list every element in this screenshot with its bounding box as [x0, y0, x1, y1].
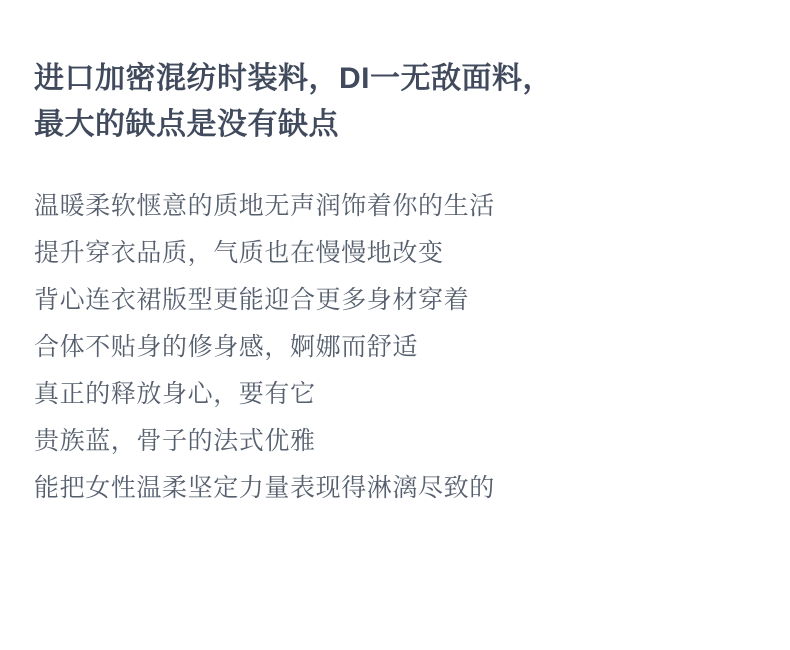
body-line-1: 温暖柔软惬意的质地无声润饰着你的生活 [34, 192, 495, 221]
body-line-3: 背心连衣裙版型更能迎合更多身材穿着 [34, 286, 470, 315]
body-line-5: 真正的释放身心，要有它 [34, 380, 316, 409]
body-line-2: 提升穿衣品质，气质也在慢慢地改变 [34, 239, 444, 268]
page-title [34, 56, 694, 147]
body-line-7: 能把女性温柔坚定力量表现得淋漓尽致的 [34, 474, 495, 503]
body-line-6: 贵族蓝，骨子的法式优雅 [34, 427, 316, 456]
body-text [34, 183, 756, 512]
page-title-line-1: 进口加密混纺时装料，DI一无敌面料， [34, 62, 553, 95]
page-title-line-2: 最大的缺点是没有缺点 [34, 107, 339, 141]
body-line-4: 合体不贴身的修身感，婀娜而舒适 [34, 333, 419, 362]
